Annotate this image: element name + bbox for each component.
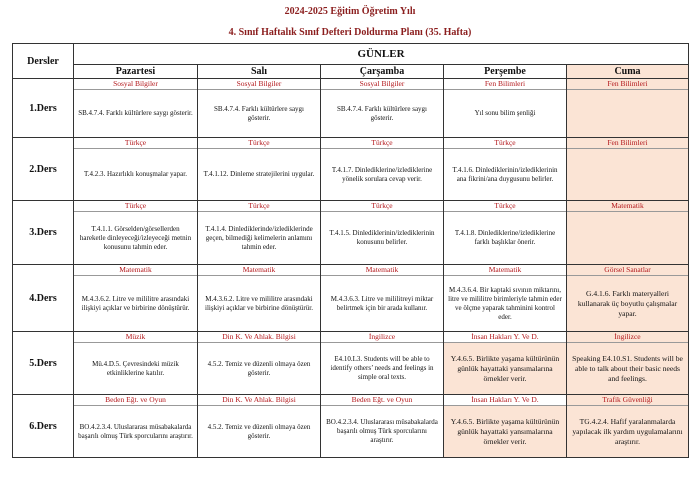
- lesson-cell-sali: [198, 79, 321, 138]
- subject-label: İnsan Hakları Y. Ve D.: [444, 395, 566, 406]
- lesson-number: 5.Ders: [13, 332, 74, 395]
- learning-outcome: SB.4.7.4. Farklı kültürlere saygı gösterir.: [336, 104, 428, 122]
- day-header-pazartesi: Pazartesi: [74, 65, 198, 79]
- learning-outcome: M.4.3.6.2. Litre ve mililitre arasındaki ilişkiyi açıklar ve birbirine dönüştürür.: [205, 294, 313, 312]
- learning-outcome: BO.4.2.3.4. Uluslararası müsabakalarda başarılı olmuş Türk sporcularını araştırır.: [326, 418, 438, 444]
- learning-outcome: [567, 90, 688, 137]
- lesson-cell-cuma: [567, 332, 689, 395]
- lesson-number: 6.Ders: [13, 395, 74, 458]
- learning-outcome: T.4.1.6. Dinlediklerinin/izlediklerinin ana fikrini/ana duygusunu belirler.: [452, 165, 558, 183]
- learning-outcome: 4.5.2. Temiz ve düzenli olmaya özen gösterir.: [207, 422, 311, 440]
- lesson-cell-cuma: [567, 138, 689, 201]
- subject-label: Türkçe: [444, 138, 566, 149]
- subject-label: Sosyal Bilgiler: [198, 79, 320, 90]
- subject-label: Matematik: [567, 201, 688, 212]
- subject-label: Sosyal Bilgiler: [74, 79, 197, 90]
- subject-label: Matematik: [321, 265, 443, 276]
- learning-outcome: Speaking E4.10.S1. Students will be able to talk about their basic needs and feelings.: [567, 343, 688, 394]
- lesson-cell-cuma: [567, 265, 689, 332]
- lesson-cell-cuma: [567, 201, 689, 265]
- subject-label: Matematik: [198, 265, 320, 276]
- lesson-cell-pazartesi: [74, 138, 198, 201]
- lesson-number: 1.Ders: [13, 79, 74, 138]
- subject-label: Beden Eğt. ve Oyun: [74, 395, 197, 406]
- learning-outcome: T.4.1.7. Dinlediklerine/izlediklerine yönelik sorulara cevap verir.: [331, 165, 433, 183]
- learning-outcome: SB.4.7.4. Farklı kültürlere saygı gösterir.: [78, 109, 193, 117]
- lesson-cell-persembe: [444, 332, 567, 395]
- subject-label: Müzik: [74, 332, 197, 343]
- subject-label: Görsel Sanatlar: [567, 265, 688, 276]
- learning-outcome: SB.4.7.4. Farklı kültürlere saygı gösterir.: [213, 104, 305, 122]
- learning-outcome: T.4.2.3. Hazırlıklı konuşmalar yapar.: [84, 170, 187, 178]
- subject-label: Fen Bilimleri: [444, 79, 566, 90]
- subject-label: İngilizce: [567, 332, 688, 343]
- lesson-row: [13, 265, 689, 332]
- lesson-row: [13, 138, 689, 201]
- lesson-cell-carsamba: [321, 79, 444, 138]
- lesson-row: [13, 79, 689, 138]
- lesson-cell-persembe: [444, 265, 567, 332]
- day-header-sali: Salı: [198, 65, 321, 79]
- learning-outcome: BO.4.2.3.4. Uluslararası müsabakalarda başarılı olmuş Türk sporcularını araştırır.: [78, 422, 193, 440]
- lesson-cell-carsamba: [321, 201, 444, 265]
- subject-label: Türkçe: [198, 138, 320, 149]
- lesson-cell-pazartesi: [74, 79, 198, 138]
- lesson-number: 2.Ders: [13, 138, 74, 201]
- subject-label: Matematik: [74, 265, 197, 276]
- learning-outcome: Y.4.6.5. Birlikte yaşama kültürünün günlük hayattaki yansımalarına örnekler verir.: [444, 406, 566, 457]
- learning-outcome: [567, 212, 688, 264]
- lesson-cell-sali: [198, 201, 321, 265]
- subject-label: Matematik: [444, 265, 566, 276]
- lesson-cell-sali: [198, 332, 321, 395]
- subject-label: Sosyal Bilgiler: [321, 79, 443, 90]
- subject-label: Trafik Güvenliği: [567, 395, 688, 406]
- lesson-row: [13, 201, 689, 265]
- learning-outcome: T.4.1.1. Görselden/görsellerden hareketle dinleyeceği/izleyeceği metnin konusunu tahmin eder.: [79, 224, 192, 251]
- lesson-cell-sali: [198, 265, 321, 332]
- learning-outcome: E4.10.L3. Students will be able to identify others’ needs and feelings in simple oral texts.: [330, 355, 434, 381]
- learning-outcome: T.4.1.5. Dinlediklerinin/izlediklerinin konusunu belirler.: [329, 229, 435, 246]
- lesson-cell-sali: [198, 138, 321, 201]
- lesson-cell-persembe: [444, 201, 567, 265]
- learning-outcome: T.4.1.4. Dinlediklerinde/izlediklerinde geçen, bilmediği kelimelerin anlamını tahmin eder.: [205, 224, 313, 251]
- learning-outcome: TG.4.2.4. Hafif yaralanmalarda yapılacak ilk yardım uygulamalarını araştırır.: [567, 406, 688, 457]
- subject-label: Beden Eğt. ve Oyun: [321, 395, 443, 406]
- learning-outcome: T.4.1.12. Dinleme stratejilerini uygular.: [203, 170, 315, 178]
- subject-label: İnsan Hakları Y. Ve D.: [444, 332, 566, 343]
- learning-outcome: Y.4.6.5. Birlikte yaşama kültürünün günlük hayattaki yansımalarına örnekler verir.: [444, 343, 566, 394]
- plan-title: 4. Sınıf Haftalık Sınıf Defteri Doldurma Planı (35. Hafta): [228, 27, 472, 38]
- lesson-cell-persembe: [444, 79, 567, 138]
- learning-outcome: 4.5.2. Temiz ve düzenli olmaya özen gösterir.: [207, 359, 311, 377]
- learning-outcome: T.4.1.8. Dinlediklerine/izlediklerine farklı başlıklar önerir.: [454, 229, 556, 246]
- lesson-cell-pazartesi: [74, 201, 198, 265]
- lesson-cell-carsamba: [321, 138, 444, 201]
- subject-label: Türkçe: [321, 201, 443, 212]
- day-header-carsamba: Çarşamba: [321, 65, 444, 79]
- subject-label: İngilizce: [321, 332, 443, 343]
- lesson-cell-carsamba: [321, 395, 444, 458]
- lesson-row: [13, 395, 689, 458]
- day-header-persembe: Perşembe: [444, 65, 567, 79]
- learning-outcome: [567, 149, 688, 200]
- dersler-header: Dersler: [13, 44, 74, 79]
- subject-label: Türkçe: [74, 138, 197, 149]
- lesson-cell-carsamba: [321, 332, 444, 395]
- weekly-plan-table: [12, 43, 689, 458]
- lesson-cell-persembe: [444, 138, 567, 201]
- learning-outcome: M.4.3.6.3. Litre ve mililitreyi miktar belirtmek için bir arada kullanır.: [330, 294, 434, 312]
- subject-label: Fen Bilimleri: [567, 138, 688, 149]
- subject-label: Türkçe: [74, 201, 197, 212]
- lesson-cell-carsamba: [321, 265, 444, 332]
- learning-outcome: G.4.1.6. Farklı materyalleri kullanarak üç boyutlu çalışmalar yapar.: [577, 288, 678, 318]
- subject-label: Türkçe: [198, 201, 320, 212]
- lesson-cell-sali: [198, 395, 321, 458]
- lesson-cell-cuma: [567, 395, 689, 458]
- school-year-title: 2024-2025 Eğitim Öğretim Yılı: [284, 6, 416, 17]
- learning-outcome: M.4.3.6.2. Litre ve mililitre arasındaki ilişkiyi açıklar ve birbirine dönüştürür.: [81, 294, 190, 312]
- lesson-cell-persembe: [444, 395, 567, 458]
- lesson-row: [13, 332, 689, 395]
- subject-label: Fen Bilimleri: [567, 79, 688, 90]
- lesson-cell-pazartesi: [74, 265, 198, 332]
- lesson-cell-pazartesi: [74, 395, 198, 458]
- learning-outcome: Mü.4.D.5. Çevresindeki müzik etkinliklerine katılır.: [92, 359, 179, 377]
- learning-outcome: Yıl sonu bilim şenliği: [474, 109, 536, 117]
- subject-label: Din K. Ve Ahlak. Bilgisi: [198, 332, 320, 343]
- subject-label: Türkçe: [444, 201, 566, 212]
- subject-label: Türkçe: [321, 138, 443, 149]
- gunler-header: GÜNLER: [74, 44, 689, 65]
- learning-outcome: M.4.3.6.4. Bir kaptaki sıvının miktarını, litre ve mililitre birimleriyle tahmin eder ve ölçme yaparak tahminini kontrol eder.: [448, 285, 562, 321]
- subject-label: Din K. Ve Ahlak. Bilgisi: [198, 395, 320, 406]
- lesson-cell-cuma: [567, 79, 689, 138]
- day-header-cuma: Cuma: [567, 65, 689, 79]
- lesson-number: 3.Ders: [13, 201, 74, 265]
- lesson-number: 4.Ders: [13, 265, 74, 332]
- lesson-cell-pazartesi: [74, 332, 198, 395]
